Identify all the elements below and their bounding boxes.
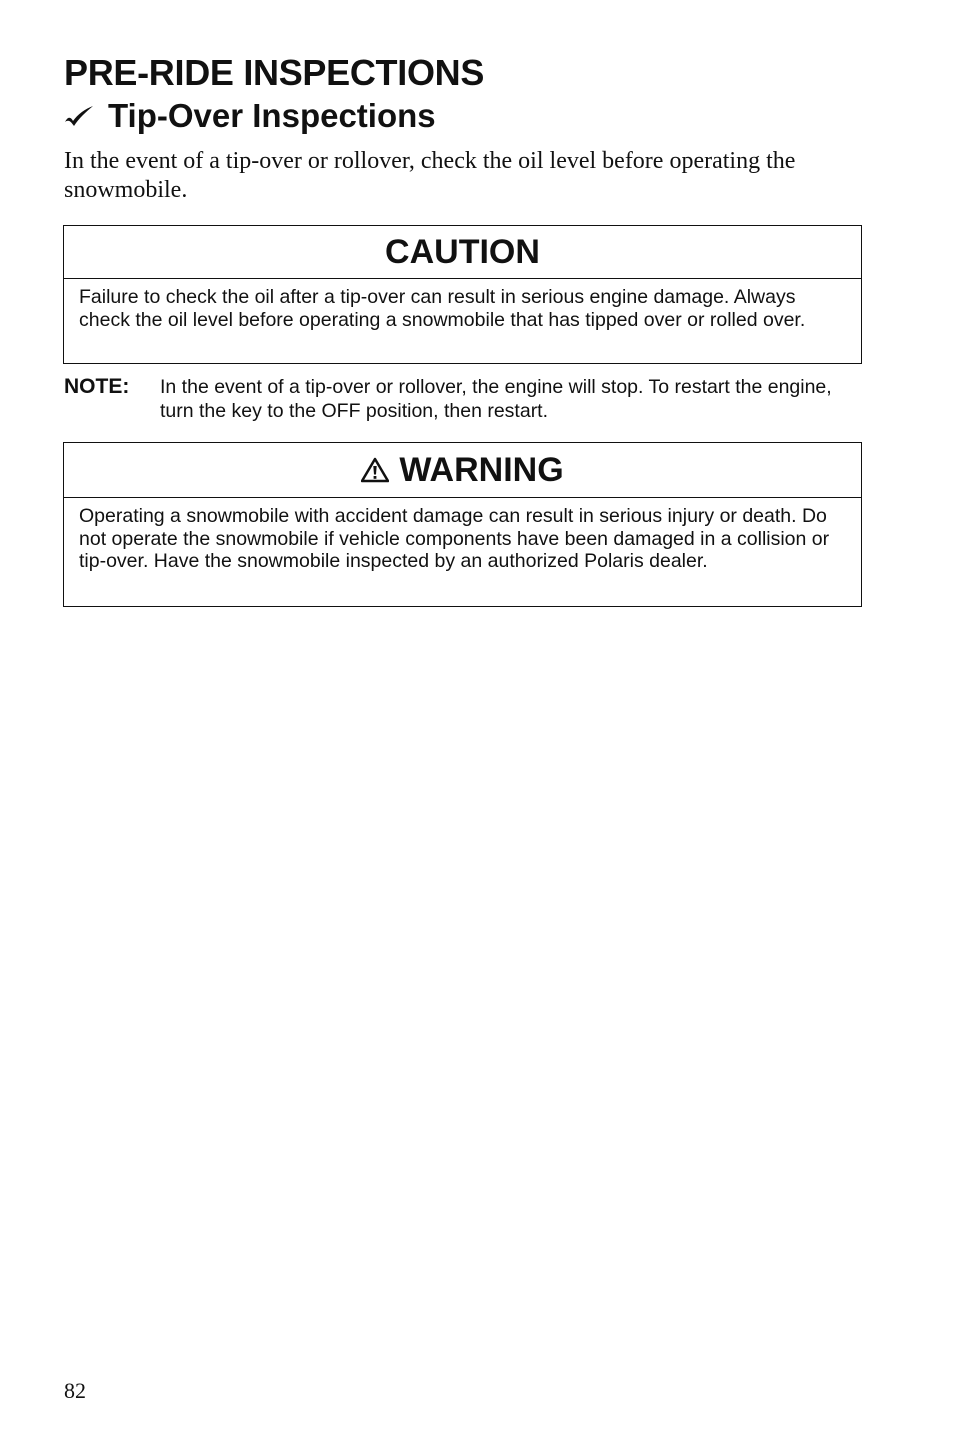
checkmark-icon: [64, 105, 94, 127]
section-title: Tip-Over Inspections: [108, 97, 436, 134]
note-label: NOTE:: [64, 375, 130, 398]
warning-box: [63, 442, 862, 607]
intro-paragraph: In the event of a tip-over or rollover, check the oil level before operating the snowmobile.: [64, 148, 796, 203]
warning-triangle-icon: [361, 457, 389, 483]
caution-heading: [64, 226, 861, 279]
caution-box: [63, 225, 862, 364]
section-heading: [64, 97, 436, 135]
caution-body: Failure to check the oil after a tip-over can result in serious engine damage. Always check the oil level before operating a snowmobile that has tipped over or rolled over.: [79, 286, 806, 331]
warning-heading-text: WARNING: [399, 450, 564, 489]
warning-heading: [64, 443, 861, 498]
note: [64, 375, 864, 423]
page-title: PRE-RIDE INSPECTIONS: [64, 52, 485, 93]
note-text: In the event of a tip-over or rollover, the engine will stop. To restart the engine, turn the key to the OFF position, then restart.: [160, 376, 832, 422]
page-number: 82: [64, 1378, 86, 1403]
caution-heading-text: CAUTION: [385, 232, 540, 271]
warning-body: Operating a snowmobile with accident damage can result in serious injury or death. Do not operate the snowmobile if vehicle components have been damaged in a collision or tip-over. Have the snowmobile inspected by an authorized Polaris dealer.: [79, 505, 830, 572]
